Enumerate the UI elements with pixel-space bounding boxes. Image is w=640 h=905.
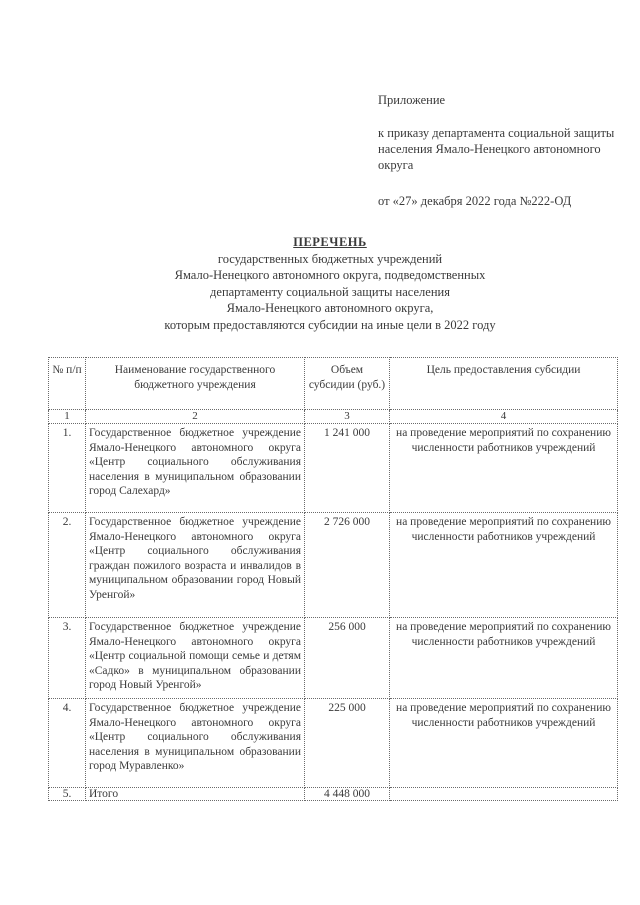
subsidy-purpose: на проведение мероприятий по сохранению численности работников учреждений (390, 513, 618, 618)
subsidy-amount: 225 000 (305, 699, 390, 788)
header-institution-name: Наименование государственного бюджетного учреждения (86, 358, 305, 410)
table-row (49, 513, 618, 618)
title-line-2: Ямало-Ненецкого автономного округа, подведомственных (174, 268, 486, 282)
institution-name: Государственное бюджетное учреждение Ямало-Ненецкого автономного округа «Центр социальной помощи семье и детям «Садко» в муниципальном образовании город Новый Уренгой» (86, 618, 305, 699)
row-number: 1. (49, 424, 86, 513)
subsidy-amount: 256 000 (305, 618, 390, 699)
row-number: 4. (49, 699, 86, 788)
row-number: 5. (49, 788, 86, 801)
row-number: 3. (49, 618, 86, 699)
column-number: 1 (49, 410, 86, 424)
column-number: 3 (305, 410, 390, 424)
institution-name: Государственное бюджетное учреждение Ямало-Ненецкого автономного округа «Центр социального обслуживания населения в муниципальном образовании город Салехард» (86, 424, 305, 513)
column-number-row (49, 410, 618, 424)
title-line-4: Ямало-Ненецкого автономного округа, (226, 301, 434, 315)
table-header-row (49, 358, 618, 410)
subsidy-purpose: на проведение мероприятий по сохранению численности работников учреждений (390, 424, 618, 513)
table-row (49, 699, 618, 788)
title-line-3: департаменту социальной защиты населения (210, 284, 450, 299)
subsidy-amount: 1 241 000 (305, 424, 390, 513)
document-title: ПЕРЕЧЕНЬ (293, 235, 367, 249)
subsidy-purpose: на проведение мероприятий по сохранению численности работников учреждений (390, 618, 618, 699)
appendix-order-ref: к приказу департамента социальной защиты населения Ямало-Ненецкого автономного округа (378, 126, 615, 172)
appendix-block (378, 92, 628, 209)
institutions-table (48, 357, 618, 801)
total-purpose (390, 788, 618, 801)
row-number: 2. (49, 513, 86, 618)
table-row (49, 618, 618, 699)
total-label: Итого (86, 788, 305, 801)
subsidy-purpose: на проведение мероприятий по сохранению численности работников учреждений (390, 699, 618, 788)
title-line-1: государственных бюджетных учреждений (217, 251, 443, 266)
header-subsidy-amount: Объем субсидии (руб.) (305, 358, 390, 410)
institution-name: Государственное бюджетное учреждение Ямало-Ненецкого автономного округа «Центр социального обслуживания населения в муниципальном образовании город Муравленко» (86, 699, 305, 788)
column-number: 2 (86, 410, 305, 424)
header-subsidy-purpose: Цель предоставления субсидии (390, 358, 618, 410)
column-number: 4 (390, 410, 618, 424)
institution-name: Государственное бюджетное учреждение Ямало-Ненецкого автономного округа «Центр социального обслуживания граждан пожилого возраста и инвалидов в муниципальном образовании город Новый Уренгой» (86, 513, 305, 618)
total-amount: 4 448 000 (305, 788, 390, 801)
table-row (49, 424, 618, 513)
appendix-label: Приложение (378, 93, 446, 107)
subsidy-amount: 2 726 000 (305, 513, 390, 618)
header-number: № п/п (49, 358, 86, 410)
title-line-5: которым предоставляются субсидии на иные цели в 2022 году (164, 317, 496, 332)
appendix-order-date: от «27» декабря 2022 года №222-ОД (378, 194, 572, 208)
document-title-block (60, 234, 600, 333)
table-total-row (49, 788, 618, 801)
